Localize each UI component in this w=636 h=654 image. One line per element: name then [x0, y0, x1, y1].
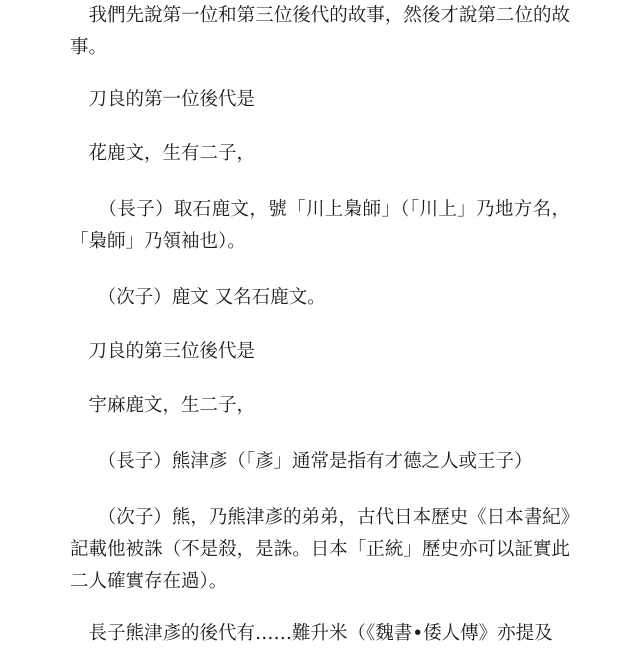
paragraph-second-son-2: （次子）熊，乃熊津彥的弟弟，古代日本歷史《日本書紀》記載他被誅（不是殺，是誅。日本「正統」歷史亦可以証實此二人確實存在過）。: [70, 507, 570, 592]
paragraph-second-son-1: （次子）鹿文 又名石鹿文。: [70, 287, 326, 308]
paragraph-eldest-son-2: （長子）熊津彥（「彥」通常是指有才德之人或王子）: [70, 451, 533, 472]
paragraph-eldest-son-1: （長子）取石鹿文，號「川上梟師」（「川上」乃地方名，「梟師」乃領袖也）。: [70, 199, 570, 252]
paragraph-intro: 我們先說第一位和第三位後代的故事，然後才說第二位的故事。: [70, 5, 570, 58]
paragraph-hualuwen: 花鹿文，生有二子，: [70, 143, 256, 164]
paragraph-descendants: 長子熊津彥的後代有……難升米（《魏書•倭人傳》亦提及: [70, 623, 553, 644]
paragraph-first-descendant-heading: 刀良的第一位後代是: [70, 89, 256, 110]
paragraph-yumaluwen: 宇麻鹿文，生二子，: [70, 395, 256, 416]
paragraph-third-descendant-heading: 刀良的第三位後代是: [70, 341, 256, 362]
